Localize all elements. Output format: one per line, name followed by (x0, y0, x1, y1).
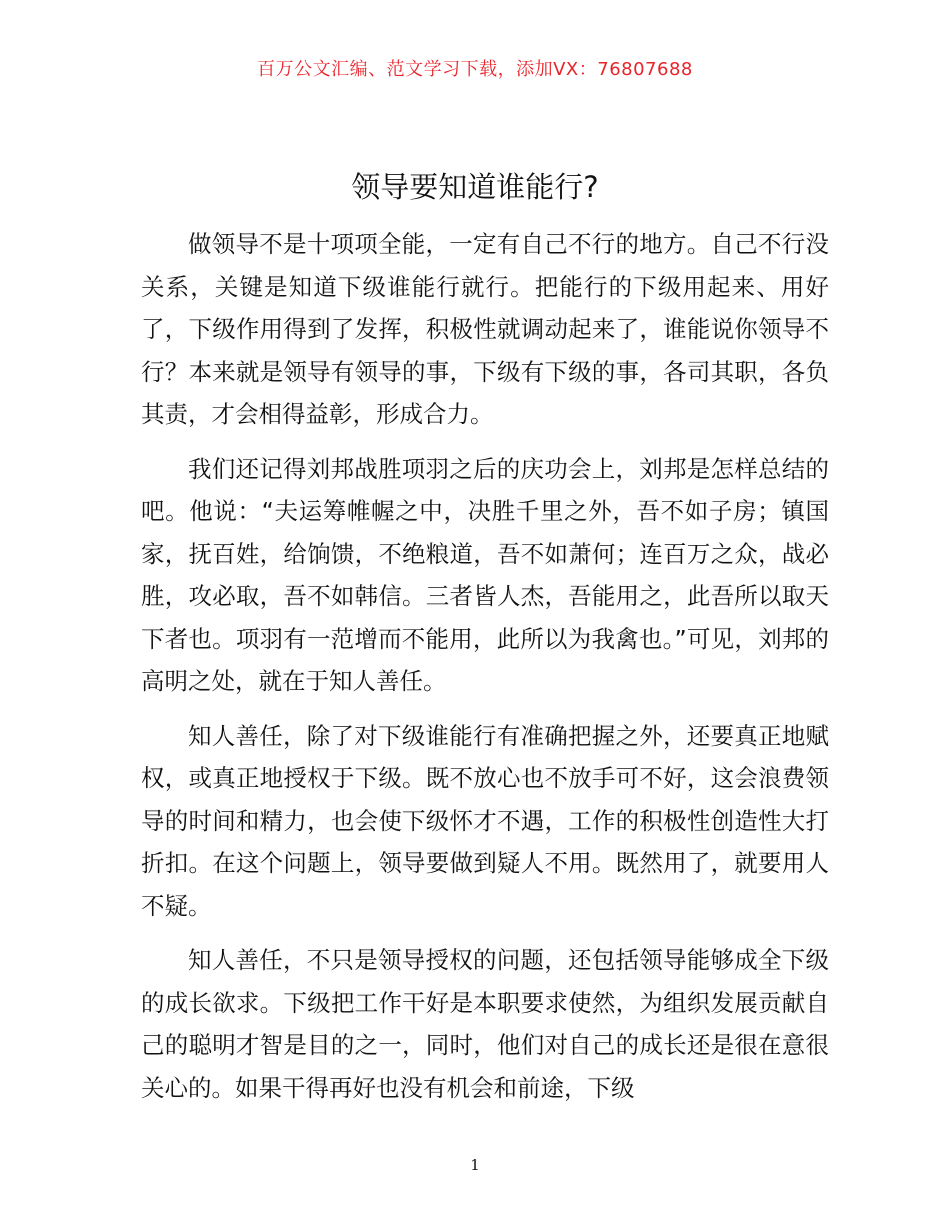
paragraph: 做领导不是十项项全能，一定有自己不行的地方。自己不行没关系，关键是知道下级谁能行就行。把能行的下级用起来、用好了，下级作用得到了发挥，积极性就调动起来了，谁能说你领导不行？本来就是领导有领导的事，下级有下级的事，各司其职，各负其责，才会相得益彰，形成合力。 (141, 230, 829, 428)
paragraph: 我们还记得刘邦战胜项羽之后的庆功会上，刘邦是怎样总结的吧。他说：“夫运筹帷幄之中，决胜千里之外，吾不如子房；镇国家，抚百姓，给饷馈，不绝粮道，吾不如萧何；连百万之众，战必胜，攻必取，吾不如韩信。三者皆人杰，吾能用之，此吾所以取天下者也。项羽有一范增而不能用，此所以为我禽也。”可见，刘邦的高明之处，就在于知人善任。 (141, 454, 829, 695)
document-title: 领导要知道谁能行? (351, 170, 599, 204)
paragraph: 知人善任，除了对下级谁能行有准确把握之外，还要真正地赋权，或真正地授权于下级。既不放心也不放手可不好，这会浪费领导的时间和精力，也会使下级怀才不遇，工作的积极性创造性大打折扣。在这个问题上，领导要做到疑人不用。既然用了，就要用人不疑。 (141, 721, 829, 920)
header-promo-note: 百万公文汇编、范文学习下载，添加VX：76807688 (257, 59, 693, 80)
document-body (141, 223, 829, 1121)
paragraph: 知人善任，不只是领导授权的问题，还包括领导能够成全下级的成长欲求。下级把工作干好是本职要求使然，为组织发展贡献自己的聪明才智是目的之一，同时，他们对自己的成长还是很在意很关心的。如果干得再好也没有机会和前途，下级 (141, 946, 829, 1102)
page-number: 1 (470, 1156, 480, 1174)
